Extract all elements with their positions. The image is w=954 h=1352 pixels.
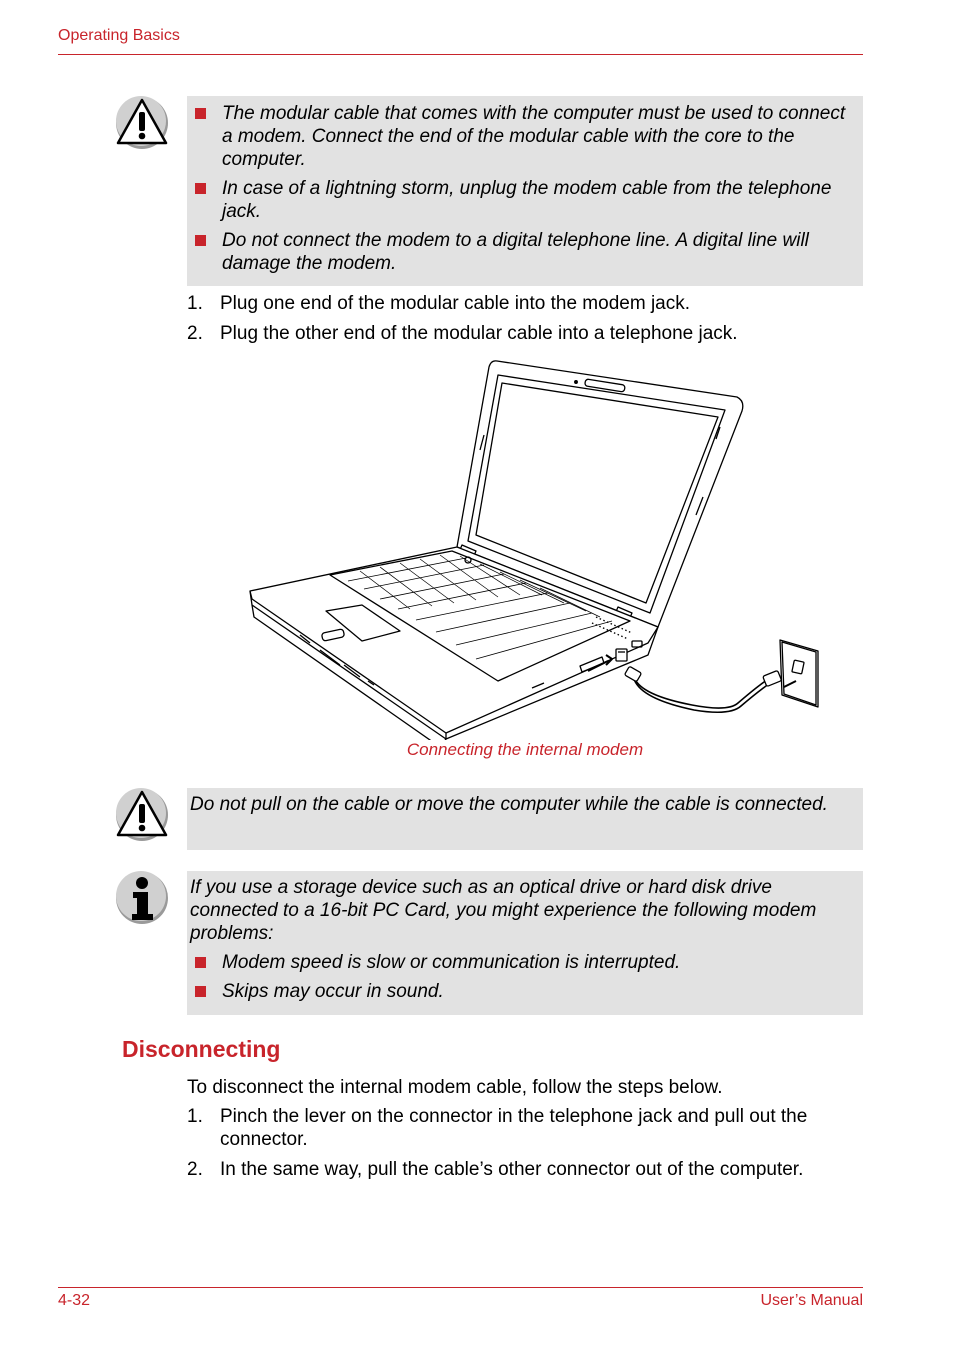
footer-rule (58, 1287, 863, 1288)
bullet-square-icon (195, 986, 206, 997)
step-text: Plug one end of the modular cable into the modem jack. (220, 293, 691, 314)
section-heading: Disconnecting (122, 1036, 281, 1062)
caution-text: Do not pull on the cable or move the computer while the cable is connected. (190, 794, 828, 815)
figure-caption: Connecting the internal modem (406, 740, 644, 759)
step-item (187, 322, 863, 346)
caution-box (187, 788, 863, 850)
step-text: Pinch the lever on the connector in the telephone jack and pull out the connector. (220, 1106, 808, 1150)
step-text: In the same way, pull the cable’s other connector out of the computer. (220, 1159, 804, 1180)
laptop-modem-illustration (240, 355, 840, 740)
running-header: Operating Basics (58, 27, 180, 44)
step-item (187, 1105, 863, 1153)
step-number: 2. (187, 1159, 203, 1180)
warning-icon (114, 95, 170, 151)
caution-box: The modular cable that comes with the computer must be used to connect a modem. Connect the end of the modular cable with the core to the computer. In case of a lightning storm, unplug the modem cable from the telephone jack. Do not connect the modem to a digital telephone line. A digital line will damage the modem. (187, 96, 863, 286)
info-icon (114, 870, 170, 926)
step-item (187, 292, 863, 316)
page-number: 4-32 (58, 1292, 91, 1309)
step-number: 1. (187, 293, 203, 314)
bullet-square-icon (195, 183, 206, 194)
bullet-square-icon (195, 957, 206, 968)
header-rule (58, 54, 863, 55)
step-number: 2. (187, 323, 203, 344)
step-item (187, 1158, 863, 1182)
warning-icon (114, 787, 170, 843)
step-number: 1. (187, 1106, 203, 1127)
bullet-square-icon (195, 108, 206, 119)
info-box: If you use a storage device such as an optical drive or hard disk drive connected to a 16-bit PC Card, you might experience the following modem problems: Modem speed is slow or communication is interrupted. Skips may occur in sound. (187, 871, 863, 1015)
bullet-square-icon (195, 235, 206, 246)
section-intro: To disconnect the internal modem cable, follow the steps below. (187, 1077, 723, 1098)
info-text: If you use a storage device such as an optical drive or hard disk drive connected to a 16-bit PC Card, you might experience the following modem problems: (190, 877, 817, 944)
step-text: Plug the other end of the modular cable into a telephone jack. (220, 323, 738, 344)
manual-title: User’s Manual (760, 1292, 863, 1309)
